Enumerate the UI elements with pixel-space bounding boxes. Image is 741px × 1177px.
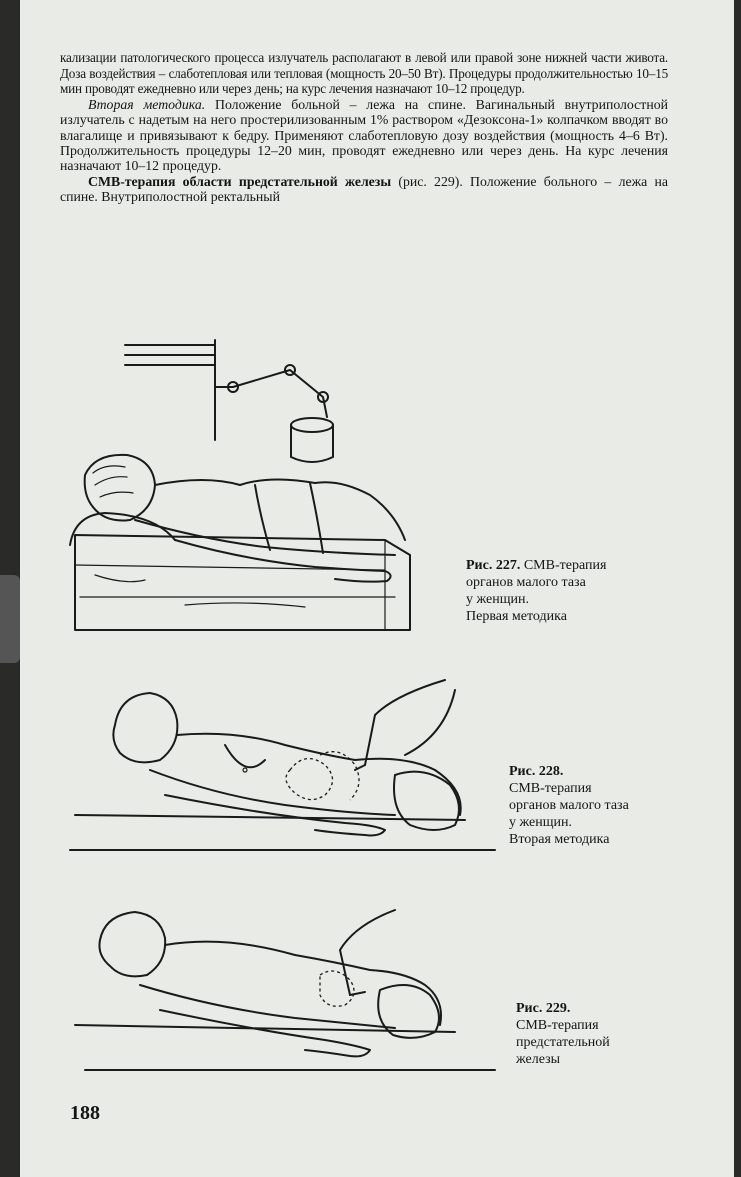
figure-227-caption-line-1 [466, 557, 696, 574]
figure-228-label: Рис. 228. [509, 764, 564, 779]
figure-228-caption-line-4: Вторая методика [509, 832, 610, 847]
figure-229-caption-line-2: предстательной [516, 1035, 610, 1050]
figure-228-caption [509, 763, 709, 848]
page-tab-marker [0, 575, 20, 663]
paragraph-1: кализации патологического процесса излучатель располагают в левой или правой зоне нижней части живота. Доза воздействия – слаботепловая или тепловая (мощность 20–50 Вт). Процедуры продолжительностью 10–15 мин проводят ежедневно или через день; на курс лечения назначают 10–12 процедур. [60, 50, 668, 97]
figure-227-caption-line-3: у женщин. [466, 592, 529, 607]
figure-227-caption-line-2: органов малого таза [466, 575, 586, 590]
figure-228-illustration [65, 675, 505, 860]
page-number: 188 [70, 1102, 100, 1124]
figure-229-caption [516, 1000, 706, 1068]
figure-228-label-line [509, 763, 709, 780]
figure-228-caption-line-3: у женщин. [509, 815, 572, 830]
paragraph-2 [60, 97, 668, 174]
figure-227-caption-line-4: Первая методика [466, 609, 567, 624]
paragraph-2-body: Положение больной – лежа на спине. Вагинальный внутриполостной излучатель с надетым на него простерилизованным 1% раствором «Дезоксона-1» колпачком вводят во влагалище и привязывают к бедру. Применяют слаботепловую дозу воздействия (мощность 4–6 Вт). Продолжительность процедуры 12–20 мин, проводят ежедневно или через день. На курс лечения назначают 10–12 процедур. [60, 96, 668, 174]
figure-229-label: Рис. 229. [516, 1001, 571, 1016]
body-text [60, 50, 668, 205]
figure-227-caption [466, 557, 696, 625]
figure-229-caption-line-3: железы [516, 1052, 561, 1067]
figure-229-label-line [516, 1000, 706, 1017]
paragraph-2-lead: Вторая методика. [88, 96, 206, 112]
figure-227-label: Рис. 227. [466, 558, 521, 573]
paragraph-3 [60, 174, 668, 205]
figure-228-caption-line-1: СМВ-терапия [509, 781, 592, 796]
figure-227-title: СМВ-терапия [523, 558, 607, 573]
paragraph-3-body: (рис. 229). Положение больного – лежа на спине. Внутриполостной ректальный [60, 173, 668, 205]
figure-229-caption-line-1: СМВ-терапия [516, 1018, 599, 1033]
figure-227-illustration [65, 335, 475, 635]
paragraph-3-lead: СМВ-терапия области предстательной железы [88, 173, 392, 189]
figure-228-caption-line-2: органов малого таза [509, 798, 629, 813]
figure-229-illustration [65, 900, 505, 1080]
